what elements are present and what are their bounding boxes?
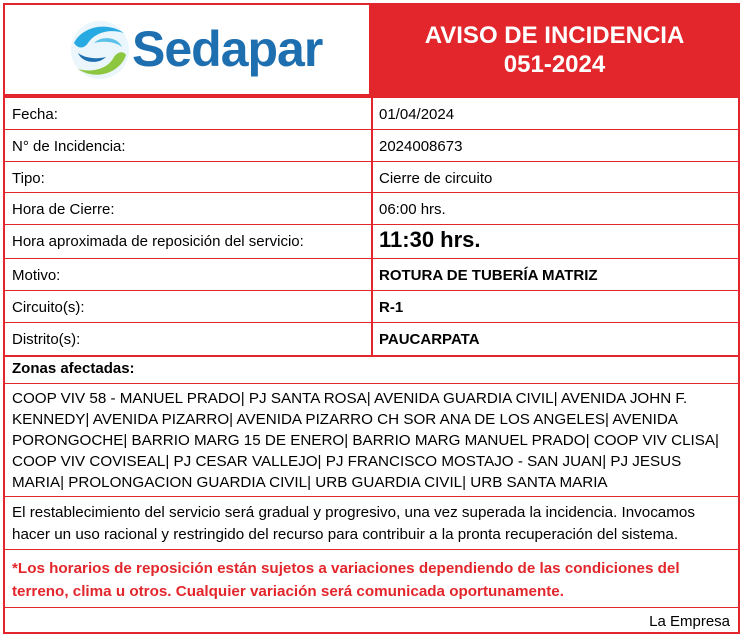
tipo-label: Tipo: [12,170,45,187]
row-reposicion [5,225,738,259]
incidencia-value: 2024008673 [379,138,463,155]
divider [5,383,738,384]
sedapar-logo [68,19,328,81]
reposicion-value: 11:30 hrs. [379,227,481,252]
row-cierre [5,193,738,225]
reposicion-label: Hora aproximada de reposición del servicio: [12,233,304,250]
cierre-value: 06:00 hrs. [379,201,446,218]
warning-note: *Los horarios de reposición están sujetos a variaciones dependiendo de las condiciones del terreno, clima u otros. Cualquier variación será comunicada oportunamente. [12,560,680,600]
water-drop-icon [68,19,132,81]
signature: La Empresa [649,613,730,630]
service-note: El restablecimiento del servicio será gradual y progresivo, una vez superada la incidencia. Invocamos hacer un uso racional y restringido del recurso para contribuir a la pronta recuperación del sistema. [12,504,695,543]
tipo-value: Cierre de circuito [379,170,493,187]
distrito-value: PAUCARPATA [379,331,480,348]
title-line-1: AVISO DE INCIDENCIA [424,22,685,49]
row-circuito [5,291,738,323]
distrito-label: Distrito(s): [12,331,81,348]
logo-cell [5,5,371,94]
zonas-list: COOP VIV 58 - MANUEL PRADO| PJ SANTA ROSA| AVENIDA GUARDIA CIVIL| AVENIDA JOHN F. KENNEDY| AVENIDA PIZARRO| AVENIDA PIZARRO CH SOR ANA DE LOS ANGELES| AVENIDA PORONGOCHE| BARRIO MARG 15 DE ENERO| BARRIO MARG MANUEL PRADO| COOP VIV CLISA| COOP VIV COVISEAL| PJ CESAR VALLEJO| PJ FRANCISCO MOSTAJO - SAN JUAN| PJ JESUS MARIA| PROLONGACION GUARDIA CIVIL| URB GUARDIA CIVIL| URB SANTA MARIA [12,390,719,491]
row-incidencia [5,130,738,162]
circuito-value: R-1 [379,299,404,316]
circuito-label: Circuito(s): [12,299,85,316]
notice-title [371,5,738,94]
title-line-2: 051-2024 [503,51,606,78]
motivo-label: Motivo: [12,267,61,284]
motivo-value: ROTURA DE TUBERÍA MATRIZ [379,267,598,284]
row-fecha [5,98,738,130]
row-motivo [5,259,738,291]
cierre-label: Hora de Cierre: [12,201,115,218]
divider [5,496,738,497]
divider [5,607,738,608]
divider [5,549,738,550]
notice-header [5,5,738,94]
fecha-value: 01/04/2024 [379,106,455,123]
fecha-label: Fecha: [12,106,58,123]
zonas-label: Zonas afectadas: [12,360,135,377]
row-distrito [5,323,738,357]
row-tipo [5,162,738,193]
notice-frame [3,3,740,634]
incidencia-label: N° de Incidencia: [12,138,126,155]
brand-name: Sedapar [132,21,323,77]
